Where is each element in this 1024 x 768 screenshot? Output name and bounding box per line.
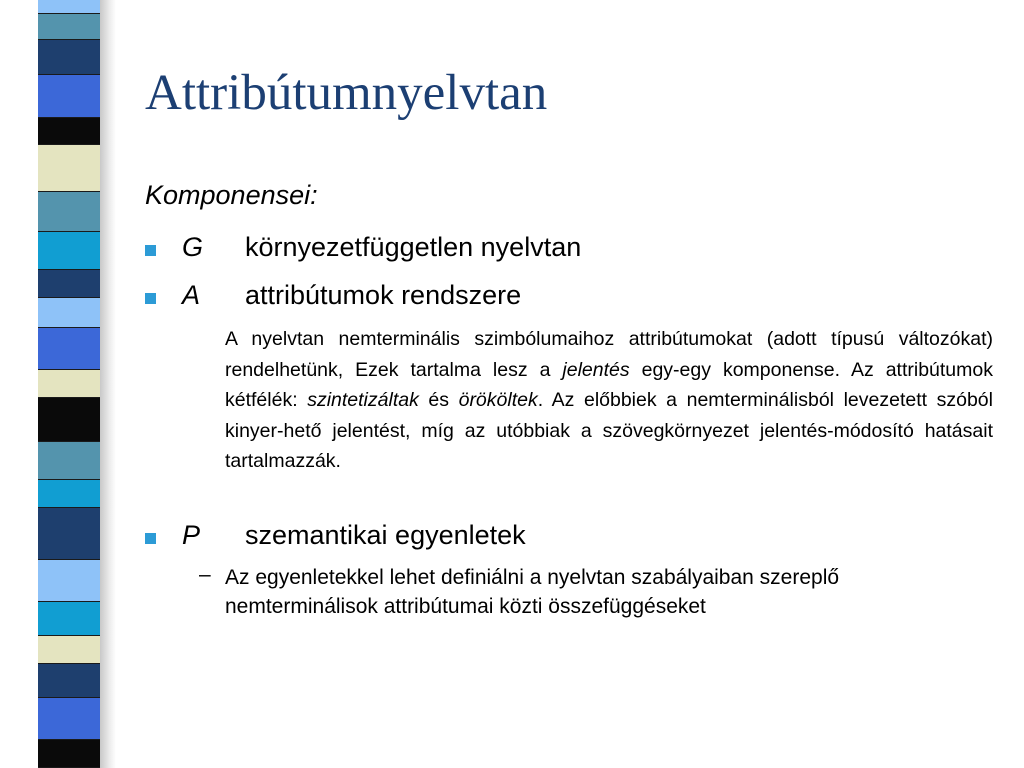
sub-bullet-text: Az egyenletekkel lehet definiálni a nyelvtan szabályaiban szereplő nemterminálisok attribútumai közti összefüggéseket xyxy=(225,566,840,618)
stripe-block xyxy=(38,560,100,602)
stripe-block xyxy=(38,118,100,145)
stripe-block xyxy=(38,328,100,370)
square-bullet-icon xyxy=(145,533,156,544)
paragraph-text: . Az előbbiek a nemterminálisból levezetett szóból kinyer-hető jelentést, míg az utóbbiak a szövegkörnyezet jelentés-módosító hatásait tartalmazzák. xyxy=(225,389,993,472)
stripe-block xyxy=(38,14,100,40)
square-bullet-icon xyxy=(145,245,156,256)
attribute-description-paragraph xyxy=(225,324,993,477)
stripe-shadow xyxy=(100,0,116,768)
stripe-block xyxy=(38,232,100,270)
stripe-block xyxy=(38,508,100,560)
stripe-block xyxy=(38,75,100,118)
bullet-letter: G xyxy=(182,232,204,262)
paragraph-emphasis: jelentés xyxy=(562,358,630,381)
bullet-label: szemantikai egyenletek xyxy=(245,520,526,550)
bullet-label: környezetfüggetlen nyelvtan xyxy=(245,232,582,262)
stripe-block xyxy=(38,602,100,636)
paragraph-emphasis: örököltek xyxy=(458,389,538,411)
stripe-block xyxy=(38,698,100,740)
stripe-block xyxy=(38,40,100,75)
stripe-block xyxy=(38,636,100,664)
paragraph-text: A nyelvtan nemterminális szimbólumaihoz attribútumokat (adott típusú változókat) rendelhetünk, Ezek tartalma lesz a xyxy=(225,328,993,381)
stripe-block xyxy=(38,480,100,508)
bullet-letter: P xyxy=(182,520,201,550)
paragraph-emphasis: szintetizáltak xyxy=(307,389,419,411)
decorative-stripe xyxy=(38,0,100,768)
stripe-block xyxy=(38,192,100,232)
bullet-label: attribútumok rendszere xyxy=(245,280,522,310)
stripe-block xyxy=(38,0,100,14)
stripe-block xyxy=(38,370,100,398)
paragraph-text: egy-egy komponense. Az attribútumok kétfélék: xyxy=(225,358,993,411)
stripe-block xyxy=(38,298,100,328)
stripe-block xyxy=(38,442,100,480)
bullet-letter: A xyxy=(182,280,201,310)
stripe-block xyxy=(38,398,100,442)
dash-bullet-icon: – xyxy=(199,563,211,586)
slide-title: Attribútumnyelvtan xyxy=(145,65,548,121)
intro-label: Komponensei: xyxy=(145,180,318,210)
paragraph-text: és xyxy=(418,389,459,411)
square-bullet-icon xyxy=(145,293,156,304)
stripe-block xyxy=(38,270,100,298)
stripe-block xyxy=(38,145,100,192)
stripe-block xyxy=(38,740,100,768)
stripe-block xyxy=(38,664,100,698)
